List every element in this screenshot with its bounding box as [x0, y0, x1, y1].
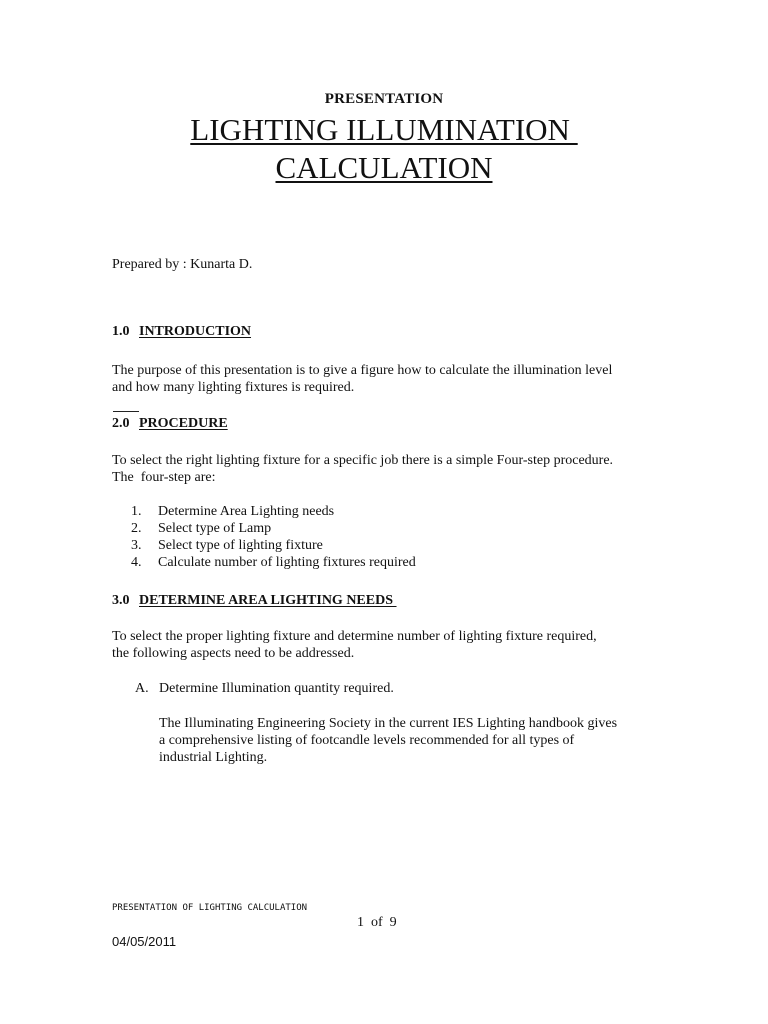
- title-line1-text: LIGHTING ILLUMINATION: [190, 112, 578, 147]
- section-label: PROCEDURE: [139, 416, 228, 431]
- list-item: [131, 520, 416, 537]
- list-letter: A.: [135, 681, 149, 696]
- list-item: [131, 503, 416, 520]
- list-text: Determine Illumination quantity required.: [159, 681, 394, 696]
- paragraph-line: industrial Lighting.: [159, 750, 268, 765]
- page-of: of: [371, 915, 383, 930]
- page-indicator: [357, 915, 397, 931]
- section-label: INTRODUCTION: [139, 324, 252, 339]
- section-heading-area-lighting-needs: [112, 593, 397, 609]
- document-kicker: PRESENTATION: [324, 91, 444, 107]
- list-number: 3.: [131, 538, 142, 553]
- title-line2-text: CALCULATION: [275, 150, 493, 185]
- list-text: Select type of Lamp: [158, 521, 272, 536]
- list-item: [135, 680, 394, 697]
- list-number: 1.: [131, 504, 142, 519]
- procedure-steps-list: [131, 503, 416, 571]
- paragraph-line: the following aspects need to be addressed.: [112, 646, 355, 661]
- section-label: DETERMINE AREA LIGHTING NEEDS: [139, 593, 397, 608]
- paragraph-line: The Illuminating Engineering Society in the current IES Lighting handbook gives: [159, 716, 618, 731]
- section-heading-introduction: [112, 324, 251, 340]
- section-number: 2.0: [112, 416, 130, 431]
- paragraph-line: The purpose of this presentation is to give a figure how to calculate the illumination level: [112, 363, 613, 378]
- section-heading-procedure: [112, 416, 228, 432]
- footer-date: 04/05/2011: [112, 934, 177, 949]
- ies-paragraph: [159, 715, 617, 766]
- list-item: [131, 554, 416, 571]
- paragraph-line: To select the right lighting fixture for a specific job there is a simple Four-step procedure.: [112, 453, 614, 468]
- divider: [113, 411, 139, 412]
- page-total: 9: [389, 915, 397, 930]
- list-text: Calculate number of lighting fixtures required: [158, 555, 416, 570]
- section-number: 3.0: [112, 593, 130, 608]
- introduction-paragraph: [112, 362, 672, 396]
- list-number: 2.: [131, 521, 142, 536]
- list-number: 4.: [131, 555, 142, 570]
- prepared-by: Prepared by : Kunarta D.: [112, 257, 253, 272]
- area-lighting-paragraph: [112, 628, 672, 662]
- lettered-item: [135, 680, 394, 697]
- paragraph-line: and how many lighting fixtures is required.: [112, 380, 355, 395]
- paragraph-line: The four-step are:: [112, 470, 216, 485]
- list-text: Determine Area Lighting needs: [158, 504, 335, 519]
- footer-document-title: PRESENTATION OF LIGHTING CALCULATION: [112, 903, 308, 913]
- paragraph-line: To select the proper lighting fixture and determine number of lighting fixture required,: [112, 629, 597, 644]
- list-text: Select type of lighting fixture: [158, 538, 323, 553]
- document-title-line2: [0, 150, 768, 186]
- document-title-line1: [0, 112, 768, 148]
- page-current: 1: [357, 915, 364, 930]
- section-number: 1.0: [112, 324, 130, 339]
- procedure-paragraph: [112, 452, 672, 486]
- paragraph-line: a comprehensive listing of footcandle levels recommended for all types of: [159, 733, 575, 748]
- list-item: [131, 537, 416, 554]
